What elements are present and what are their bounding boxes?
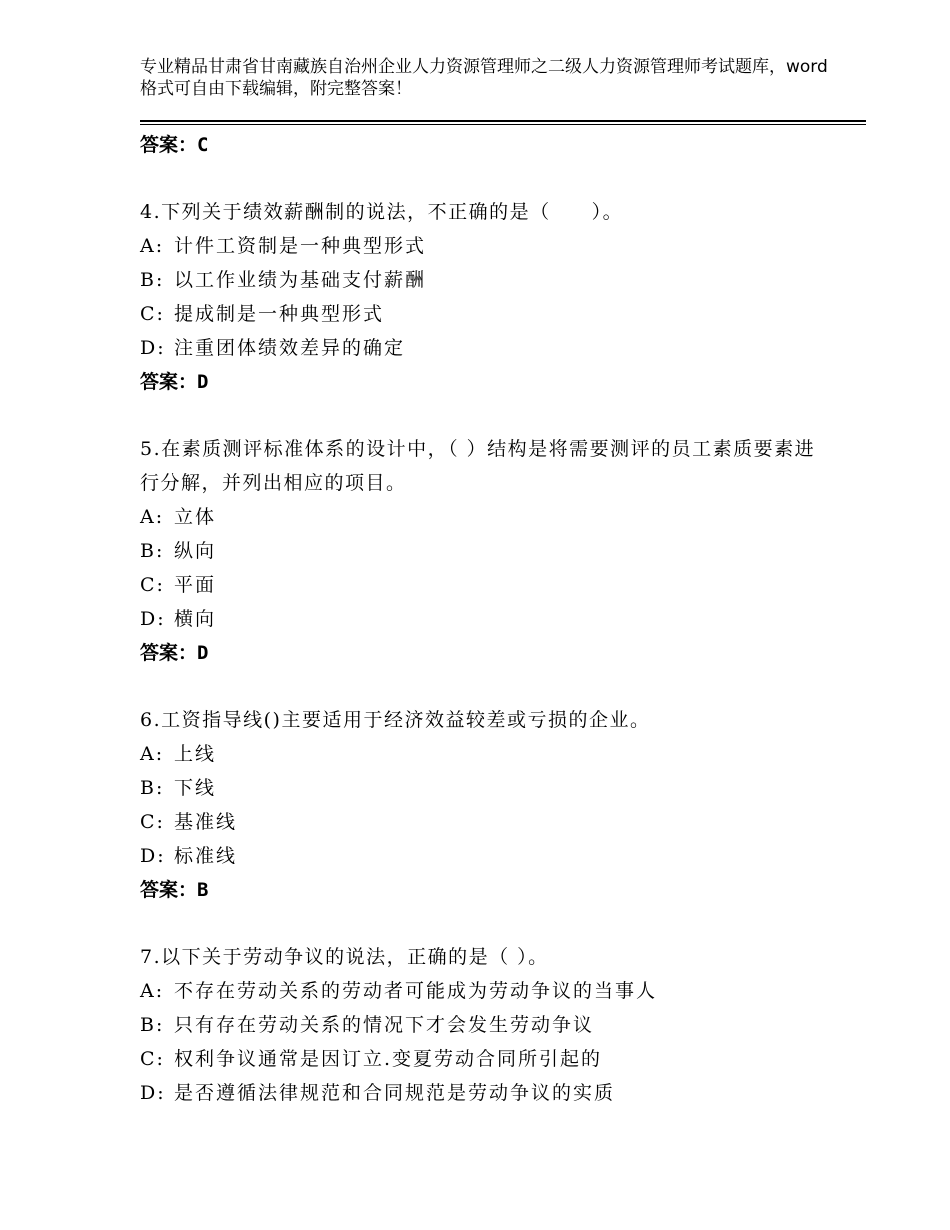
question-6: [140, 703, 830, 907]
option-text: 横向: [174, 608, 217, 630]
option-text: 标准线: [174, 845, 238, 867]
question-stem: 4.下列关于绩效薪酬制的说法，不正确的是（ ）。: [140, 201, 624, 223]
option-a: [140, 974, 830, 1008]
option-text: 是否遵循法律规范和合同规范是劳动争议的实质: [174, 1082, 616, 1104]
option-text: 上线: [174, 743, 217, 765]
option-text: 提成制是一种典型形式: [174, 303, 385, 325]
option-a: [140, 737, 830, 771]
page-header: [140, 56, 830, 100]
option-d: [140, 602, 830, 636]
option-text: 立体: [174, 506, 217, 528]
option-text: 权利争议通常是因订立.变夏劳动合同所引起的: [174, 1048, 603, 1070]
option-c: [140, 805, 830, 839]
answer-label: 答案：: [140, 371, 198, 393]
option-text: 平面: [174, 574, 217, 596]
question-stem: 6.工资指导线()主要适用于经济效益较差或亏损的企业。: [140, 709, 651, 731]
header-rule: [140, 120, 866, 122]
option-letter: B:: [140, 1014, 165, 1036]
answer-line: [140, 365, 830, 399]
option-d: [140, 1076, 830, 1110]
option-letter: A:: [140, 235, 165, 257]
option-c: [140, 297, 830, 331]
option-c: [140, 1042, 830, 1076]
option-text: 下线: [174, 777, 217, 799]
question-4: [140, 195, 830, 399]
answer-value: B: [197, 879, 209, 901]
option-letter: B:: [140, 269, 165, 291]
question-stem: 5.在素质测评标准体系的设计中，（ ）结构是将需要测评的员工素质要素进行分解，并列出相应的项目。: [140, 438, 816, 494]
answer-line: [140, 128, 830, 162]
answer-label: 答案：: [140, 134, 198, 156]
option-text: 基准线: [174, 811, 238, 833]
option-letter: D:: [140, 337, 166, 359]
option-b: [140, 534, 830, 568]
option-c: [140, 568, 830, 602]
option-text: 以工作业绩为基础支付薪酬: [174, 269, 427, 291]
answer-line: [140, 873, 830, 907]
question-7: [140, 940, 830, 1110]
answer-value: D: [197, 642, 209, 664]
option-letter: B:: [140, 777, 165, 799]
option-text: 不存在劳动关系的劳动者可能成为劳动争议的当事人: [174, 980, 658, 1002]
option-letter: B:: [140, 540, 165, 562]
option-letter: D:: [140, 608, 166, 630]
document-title: 专业精品甘肃省甘南藏族自治州企业人力资源管理师之二级人力资源管理师考试题库，word格式可自由下载编辑，附完整答案！: [140, 57, 828, 99]
option-letter: A:: [140, 506, 165, 528]
question-5: [140, 432, 830, 670]
option-letter: C:: [140, 303, 165, 325]
option-d: [140, 331, 830, 365]
option-letter: C:: [140, 811, 165, 833]
option-b: [140, 263, 830, 297]
option-letter: A:: [140, 743, 165, 765]
answer-value: C: [197, 134, 209, 156]
question-list: [140, 128, 830, 1110]
option-a: [140, 229, 830, 263]
option-letter: D:: [140, 1082, 166, 1104]
question-stem: 7.以下关于劳动争议的说法，正确的是（ ）。: [140, 946, 549, 968]
option-text: 计件工资制是一种典型形式: [174, 235, 427, 257]
option-letter: A:: [140, 980, 165, 1002]
option-d: [140, 839, 830, 873]
option-text: 只有存在劳动关系的情况下才会发生劳动争议: [174, 1014, 595, 1036]
option-letter: D:: [140, 845, 166, 867]
answer-value: D: [197, 371, 209, 393]
header-rule-thin: [140, 124, 866, 125]
option-a: [140, 500, 830, 534]
option-text: 注重团体绩效差异的确定: [174, 337, 406, 359]
answer-label: 答案：: [140, 642, 198, 664]
answer-label: 答案：: [140, 879, 198, 901]
answer-line: [140, 636, 830, 670]
option-b: [140, 771, 830, 805]
option-letter: C:: [140, 574, 165, 596]
option-text: 纵向: [174, 540, 217, 562]
option-b: [140, 1008, 830, 1042]
option-letter: C:: [140, 1048, 165, 1070]
